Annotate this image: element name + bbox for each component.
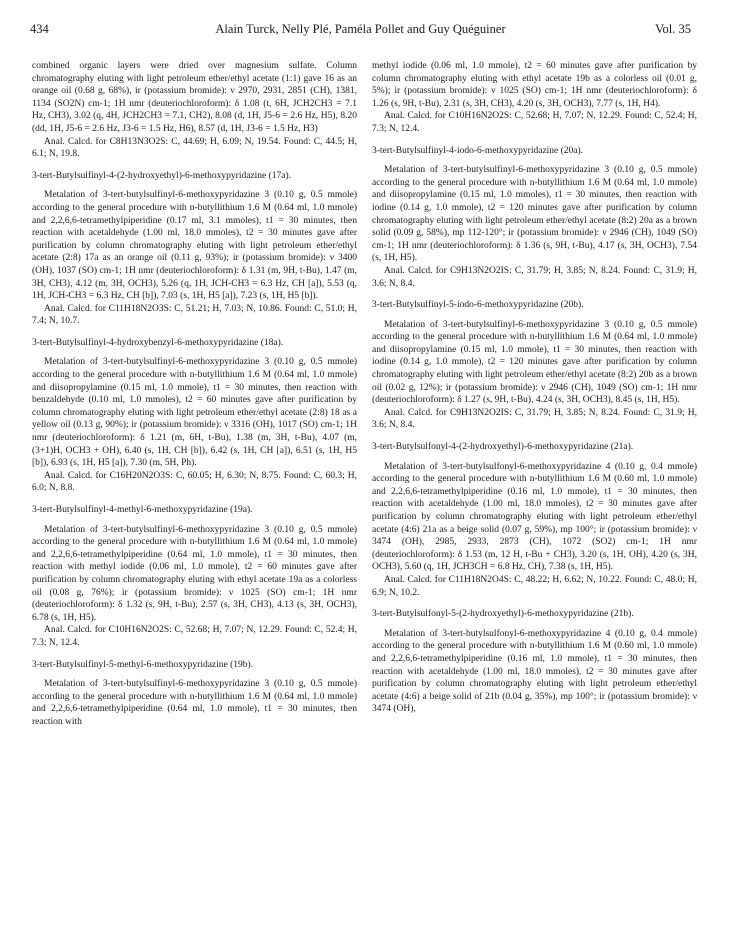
running-header bbox=[30, 22, 691, 40]
analysis-line: Anal. Calcd. for C11H18N2O4S: C, 48.22; H, 6.62; N, 10.22. Found: C, 48.0; H, 6.9; N, 10.2. bbox=[372, 574, 697, 598]
procedure-paragraph: Metalation of 3-tert-butylsulfinyl-6-methoxypyridazine 3 (0.10 g, 0.5 mmole) according to the general procedure with n-butyllithium 1.6 M (0.64 ml, 1.0 mmole) and diisopropylamine (0.15 ml, 1.0 mmole), t1 = 30 minutes, then reaction with benzaldehyde (0.10 ml, 1.0 mmoles), t2 = 60 minutes gave after purification by column chromatography eluting with light petroleum ether/ethyl acetate (2:8) 18 as a yellow oil (0.13 g, 90%); ir (potassium bromide): ν 3316 (OH), 1017 (SO) cm-1; 1H nmr (deuteriochloroform): δ 1.21 (m, 6H, t-Bu), 1.38 (m, 3H, t-Bu), 4.07 (m, (3+1)H, OCH3 + OH), 6.40 (s, 1H, CH [b]), 6.42 (s, 1H, CH [a]), 6.51 (s, 1H, H5 [b]), 6.93 (s, 1H, H5 [a]), 7.30 (m, 5H, Ph). bbox=[32, 357, 357, 469]
compound-heading: 3-tert-Butylsulfinyl-5-iodo-6-methoxypyridazine (20b). bbox=[372, 300, 584, 311]
analysis-line: Anal. Calcd. for C9H13N2O2IS: C, 31.79; H, 3.85; N, 8.24. Found: C, 31.9; H, 3.6; N, 8.4. bbox=[372, 407, 697, 431]
analysis-line: Anal. Calcd. for C9H13N2O2IS: C, 31.79; H, 3.85; N, 8.24. Found: C, 31.9; H, 3.6; N, 8.4. bbox=[372, 265, 697, 289]
compound-heading: 3-tert-Butylsulfinyl-4-hydroxybenzyl-6-methoxypyridazine (18a). bbox=[32, 337, 284, 348]
volume-label: Vol. 35 bbox=[655, 22, 691, 36]
compound-heading: 3-tert-Butylsulfinyl-4-(2-hydroxyethyl)-6-methoxypyridazine (17a). bbox=[32, 170, 292, 181]
left-column bbox=[32, 60, 357, 929]
analysis-line: Anal. Calcd. for C11H18N2O3S: C, 51.21; H, 7.03; N, 10.86. Found: C, 51.0; H, 7.4; N, 10.7. bbox=[32, 303, 357, 327]
paragraph-continued: methyl iodide (0.06 ml, 1.0 mmole), t2 = 60 minutes gave after purification by column chromatography eluting with ethyl acetate 19b as a colorless oil (0.01 g, 5%); ir (potassium bromide): ν 1025 (SO) cm-1; 1H nmr (deuteriochloroform): δ 1.26 (s, 9H, t-Bu), 2.31 (s, 3H, CH3), 4.20 (s, 3H, OCH3), 7.77 (s, 1H, H4). bbox=[372, 61, 697, 109]
compound-heading: 3-tert-Butylsulfonyl-5-(2-hydroxyethyl)-6-methoxypyridazine (21b). bbox=[372, 609, 634, 620]
analysis-line: Anal. Calcd. for C10H16N2O2S: C, 52.68; H, 7.07; N, 12.29. Found: C, 52.4; H, 7.3; N, 12.4. bbox=[372, 111, 697, 134]
compound-heading: 3-tert-Butylsulfinyl-4-methyl-6-methoxypyridazine (19a). bbox=[32, 505, 253, 515]
procedure-paragraph: Metalation of 3-tert-butylsulfinyl-6-methoxypyridazine 3 (0.10 g, 0.5 mmole) according to the general procedure with n-butyllithium 1.6 M (0.64 ml, 1.0 mmole) and diisopropylamine (0.15 ml, 1.0 mmole), t1 = 30 minutes, then reaction with iodine (0.14 g, 1.0 mmole), t2 = 120 minutes gave after purification by column chromatography eluting with light petroleum ether/ethyl acetate (8:2) 20b as a brown oil (0.02 g, 12%); ir (potassium bromide): ν 2946 (CH), 1049 (SO) cm-1; 1H nmr (deuteriochloroform): δ 1.27 (s, 9H, t-Bu), 4.24 (s, 3H, OCH3), 8.45 (s, 1H, H5). bbox=[372, 319, 697, 406]
analysis-line: Anal. Calcd. for C10H16N2O2S: C, 52.68; H, 7.07; N, 12.29. Found: C, 52.4; H, 7.3; N, 12.4. bbox=[32, 625, 357, 648]
analysis-line: Anal. Calcd. for C16H20N2O3S: C, 60.05; H, 6.30; N, 8.75. Found: C, 60.3; H, 6.0; N, 8.8. bbox=[32, 470, 357, 494]
procedure-paragraph: Metalation of 3-tert-butylsulfinyl-6-methoxypyridazine 3 (0.10 g, 0.5 mmole) according to the general procedure with n-butyllithium 1.6 M (0.64 ml, 1.0 mmole) and 2,2,6,6-tetramethylpiperidine (0.17 ml, 3.1 mmoles), t1 = 30 minutes, then reaction with acetaldehyde (1.00 ml, 18.0 mmoles), t2 = 30 minutes gave after purification by column chromatography eluting with light petroleum ether/ethyl acetate (2:8) 17a as an orange oil (0.11 g, 93%); ir (potassium bromide): ν 3400 (OH), 1037 (SO) cm-1; 1H nmr (deuteriochloroform): δ 1.31 (m, 9H, t-Bu), 1.47 (m, 3H, CH3), 4.12 (m, 3H, OCH3), 5.26 (q, 1H, JCH-CH3 = 6.3 Hz, CH [a]), 5.53 (q, 1H, JCH-CH3 = 6.3 Hz, CH [b]), 7.03 (s, 1H, H5 [a]), 7.23 (s, 1H, H5 [b]). bbox=[32, 190, 357, 302]
procedure-paragraph: Metalation of 3-tert-butylsulfonyl-6-methoxypyridazine 4 (0.10 g, 0.4 mmole) according to the general procedure with n-butyllithium 1.6 M (0.60 ml, 1.0 mmole) and 2,2,6,6-tetramethylpiperidine (0.16 ml, 1.0 mmole), t1 = 30 minutes, then reaction with acetaldehyde (1.00 ml, 18.0 mmoles), t2 = 30 minutes gave after purification by column chromatography eluting with light petroleum ether/ethyl acetate (4:6) a beige solid of 21b (0.04 g, 35%), mp 100°; ir (potassium bromide): ν 3474 (OH), bbox=[372, 628, 697, 715]
page-number: 434 bbox=[30, 22, 49, 36]
procedure-paragraph: Metalation of 3-tert-butylsulfinyl-6-methoxypyridazine 3 (0.10 g, 0.5 mmole) according to the general procedure with n-butyllithium 1.6 M (0.64 ml, 1.0 mmole) and 2,2,6,6-tetramethylpiperidine (0.64 ml, 1.0 mmole), t1 = 30 minutes, then reaction with bbox=[32, 679, 357, 727]
procedure-paragraph: Metalation of 3-tert-butylsulfinyl-6-methoxypyridazine 3 (0.10 g, 0.5 mmole) according to the general procedure with n-butyllithium 1.6 M (0.64 ml, 1.0 mmole) and diisopropylamine (0.15 ml, 1.0 mmoles), t1 = 30 minutes, then reaction with iodine (0.14 g, 1.0 mmole), t2 = 120 minutes gave after purification by column chromatography eluting with light petroleum ether/ethyl acetate (8:2) 20a as a brown solid (0.09 g, 58%), mp 112-120°; ir (potassium bromide): ν 2946 (CH), 1049 (SO) cm-1; 1H nmr (deuteriochloroform): δ 1.36 (s, 9H, t-Bu), 4.17 (s, 3H, OCH3), 7.54 (s, 1H, H5). bbox=[372, 165, 697, 264]
compound-heading: 3-tert-Butylsulfonyl-4-(2-hydroxyethyl)-6-methoxypyridazine (21a). bbox=[372, 442, 634, 453]
running-title: Alain Turck, Nelly Plé, Paméla Pollet and Guy Quéguiner bbox=[215, 22, 506, 36]
procedure-paragraph: Metalation of 3-tert-butylsulfonyl-6-methoxypyridazine 4 (0.10 g, 0.4 mmole) according to the general procedure with n-butyllithium 1.6 M (0.60 ml, 1.0 mmole) and 2,2,6,6-tetramethylpiperidine (0.16 ml, 1.0 mmole), t1 = 30 minutes, then reaction with acetaldehyde (1.00 ml, 18.0 mmoles), t2 = 30 minutes gave after purification by column chromatography eluting with light petroleum ether/ethyl acetate (4:6) 21a as a beige solid (0.07 g, 59%), mp 100°; ir (potassium bromide): ν 3474 (OH), 2985, 2933, 2873 (CH), 1072 (SO2) cm-1; 1H nmr (deuteriochloroform): δ 1.53 (m, 12 H, t-Bu + CH3), 3.20 (s, 1H, OH), 4.20 (s, 3H, OCH3), 5.60 (q, 1H, JCH3CH = 6.8 Hz, CH), 7.38 (s, 1H, H5). bbox=[372, 461, 697, 573]
paragraph-continued: combined organic layers were dried over magnesium sulfate. Column chromatography eluting with light petroleum ether/ethyl acetate (1:1) gave 16 as an orange oil (0.68 g, 68%), ir (potassium bromide): ν 2970, 2931, 2851 (CH), 1381, 1134 (SO2N) cm-1; 1H nmr (deuteriochloroform): δ 1.08 (t, 6H, JCH2CH3 = 7.1 Hz, CH3), 3.02 (q, 4H, JCH2CH3 = 7.1, CH2), 8.08 (d, 1H, J5-6 = 2.6 Hz, H5), 8.20 (dd, 1H, J5-6 = 2.6 Hz, J3-6 = 1.5 Hz, H6), 8.57 (d, 1H, J3-6 = 1.5 Hz, H3) bbox=[32, 61, 357, 134]
analysis-line: Anal. Calcd. for C8H13N3O2S: C, 44.69; H, 6.09; N, 19.54. Found: C, 44.5; H, 6.1; N, 19.8. bbox=[32, 136, 357, 160]
right-column bbox=[372, 60, 697, 929]
compound-heading: 3-tert-Butylsulfinyl-5-methyl-6-methoxypyridazine (19b). bbox=[32, 659, 254, 670]
procedure-paragraph: Metalation of 3-tert-butylsulfinyl-6-methoxypyridazine 3 (0.10 g, 0.5 mmole) according to the general procedure with n-butyllithium 1.6 M (0.64 ml, 1.0 mmole) and 2,2,6,6-tetramethylpiperidine (0.64 ml, 1.0 mmole), t1 = 30 minutes, then reaction with methyl iodide (0.06 ml, 1.0 mmole), t2 = 60 minutes gave after purification by column chromatography eluting with ethyl acetate 19a as a colorless oil (0.08 g, 76%); ir (potassium bromide): ν 1025 (SO) cm-1; 1H nmr (deuteriochloroform): δ 1.32 (s, 9H, t-Bu), 2.57 (s, 3H, CH3), 4.13 (s, 3H, OCH3), 6.78 (s, 1H, H5). bbox=[32, 524, 357, 623]
compound-heading: 3-tert-Butylsulfinyl-4-iodo-6-methoxypyridazine (20a). bbox=[372, 145, 584, 156]
